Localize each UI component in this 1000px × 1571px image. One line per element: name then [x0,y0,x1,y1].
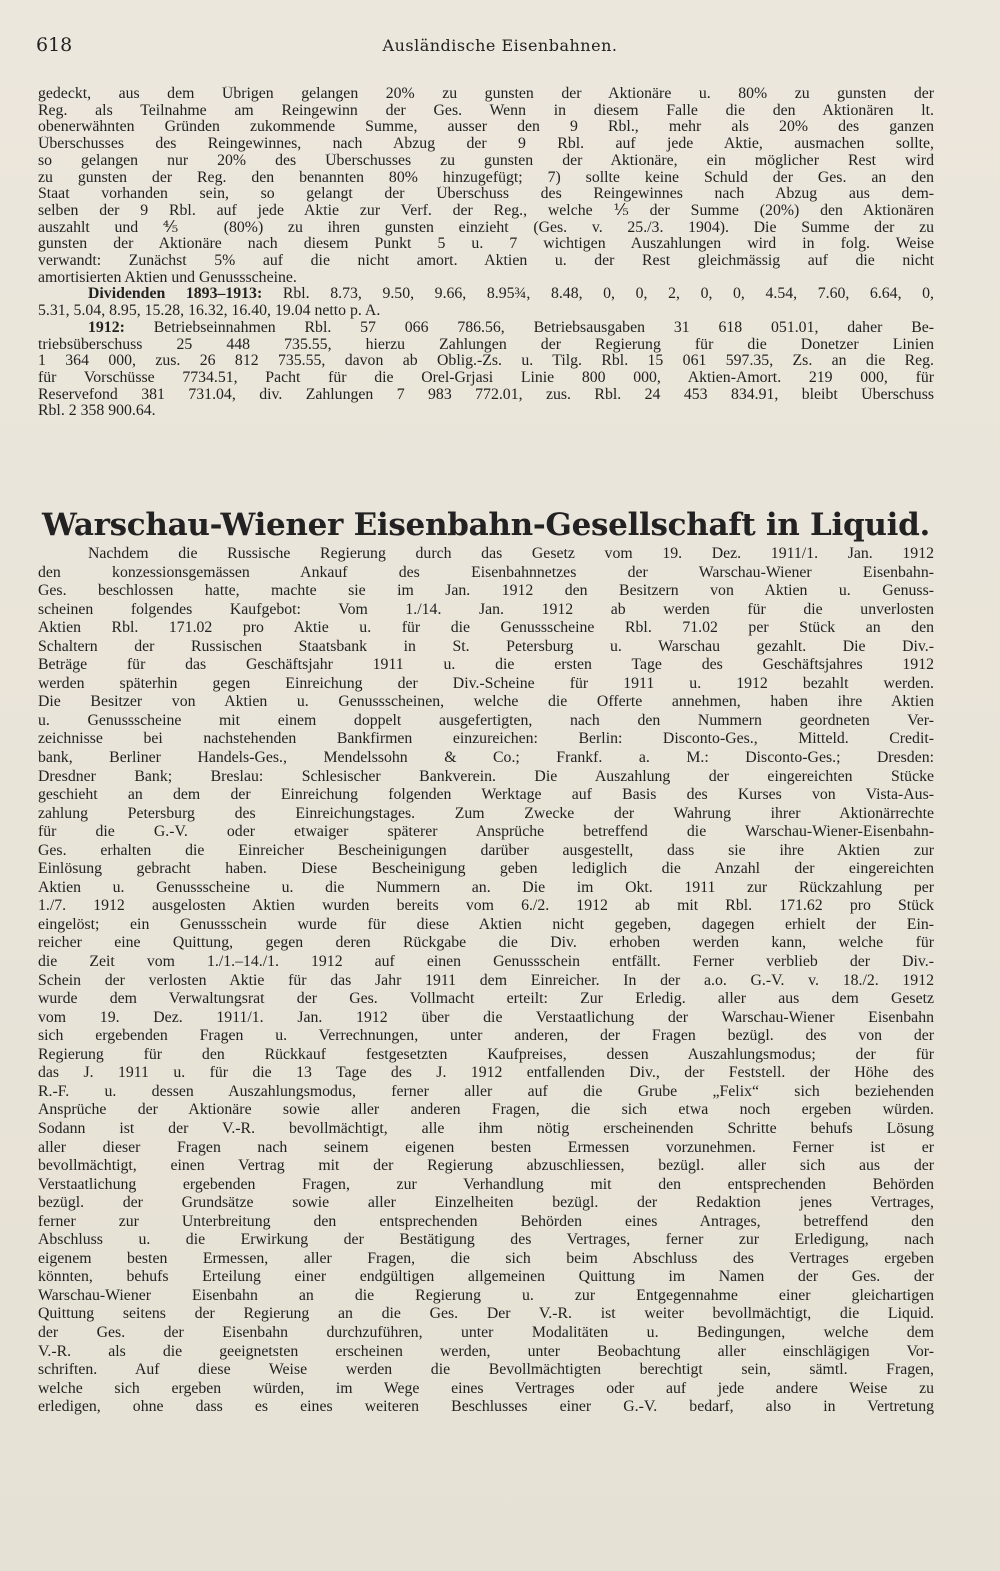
text-line: den konzessionsgemässen Ankauf des Eisenbahnnetzes der Warschau-Wiener Eisenbahn- [38,563,934,581]
year-1912-label: 1912: [88,319,125,336]
text-line: welche sich ergeben würden, im Wege eines Vertrages oder auf jede andere Weise zu [38,1379,934,1397]
dividends-values: Rbl. 8.73, 9.50, 9.66, 8.95¾, 8.48, 0, 0, 2, 0, 0, 4.54, 7.60, 6.64, 0, [282,286,934,303]
text-line: bank, Berliner Handels-Ges., Mendelssohn & Co.; Frankf. a. M.: Disconto-Ges.; Dresden: [38,749,934,767]
page-number: 618 [36,34,73,56]
text-line: R.-F. u. dessen Auszahlungsmodus, ferner aller auf die Grube „Felix“ sich beziehenden [38,1082,934,1100]
text-line: wurde dem Verwaltungsrat der Ges. Vollmacht erteilt: Zur Erledig. aller aus dem Gesetz [38,990,934,1008]
text-line: Schaltern der Russischen Staatsbank in St. Petersburg u. Warschau gezahlt. Die Div.- [38,637,934,655]
text-line: zeichnisse bei nachstehenden Bankfirmen einzureichen: Berlin: Disconto-Ges., Mitteld. Credit- [38,730,934,748]
text-line: bevollmächtigt, einen Vertrag mit der Regierung abzuschliessen, bezügl. aller sich aus der [38,1157,934,1175]
year-1912-text: Betriebseinnahmen Rbl. 57 066 786.56, Betriebsausgaben 31 618 051.01, daher Be- [153,319,934,336]
text-line: für Vorschüsse 7734.51, Pacht für die Orel-Grjasi Linie 800 000, Aktien-Amort. 219 000, für [38,369,934,386]
text-line: u. Genussscheine mit einem doppelt ausgefertigten, nach den Nummern geordneten Ver- [38,711,934,729]
text-line: zu gunsten der Reg. den benannten 80% hinzugefügt; 7) sollte keine Schuld der Ges. an den [38,169,934,186]
text-line: Einlösung gebracht haben. Diese Bescheinigung geben lediglich die Anzahl der eingereichten [38,860,934,878]
text-line: Verstaatlichung ergebenden Fragen, zur Verhandlung mit den entsprechenden Behörden [38,1175,934,1193]
text-line: so gelangen nur 20% des Überschusses zu gunsten der Aktionäre, ein möglicher Rest wird [38,152,934,169]
dividends-line [38,286,934,303]
running-head [36,34,964,58]
text-line: reicher eine Quittung, gegen deren Rückgabe die Div. erhoben werden kann, welche für [38,934,934,952]
text-line: Reg. als Teilnahme am Reingewinn der Ges. Wenn in diesem Falle die den Aktionären lt. [38,102,934,119]
text-line: Staat vorhanden sein, so gelangt der Überschuss des Reingewinnes nach Abzug aus dem- [38,186,934,203]
text-line: verwandt: Zunächst 5% auf die nicht amort. Aktien u. der Rest gleichmässig auf die nicht [38,253,934,270]
text-line: Ges. erhalten die Einreicher Bescheinigungen darüber ausgestellt, dass sie ihre Aktien zur [38,841,934,859]
text-line: das J. 1911 u. für die 13 Tage des J. 1912 entfallenden Div., der Feststell. der Höhe des [38,1064,934,1082]
text-line: aller dieser Fragen nach seinem eigenen besten Ermessen vorzunehmen. Ferner ist er [38,1138,934,1156]
text-line: V.-R. als die geeignetsten erscheinen werden, unter Beobachtung aller einschlägigen Vor- [38,1342,934,1360]
section-1-text [38,86,934,420]
section-2-text [38,545,934,1417]
text-line: Beträge für das Geschäftsjahr 1911 u. die ersten Tage des Geschäftsjahres 1912 [38,656,934,674]
dividends-label: Dividenden 1893–1913: [88,286,263,303]
text-line: schriften. Auf diese Weise werden die Bevollmächtigten berechtigt sein, sämtl. Fragen, [38,1361,934,1379]
text-line: Ges. beschlossen hatte, machte sie im Jan. 1912 den Besitzern von Aktien u. Genuss- [38,582,934,600]
text-line: Regierung für den Rückkauf festgesetzten Kaufpreises, dessen Auszahlungsmodus; der für [38,1045,934,1063]
text-line: könnten, behufs Erteilung einer endgültigen allgemeinen Quittung im Namen der Ges. der [38,1268,934,1286]
text-line: gedeckt, aus dem Übrigen gelangen 20% zu gunsten der Aktionäre u. 80% zu gunsten der [38,86,934,102]
text-line: Sodann ist der V.-R. bevollmächtigt, alle ihm nötig erscheinenden Schritte behufs Lösung [38,1119,934,1137]
year-1912-line [38,320,934,337]
text-line: auszahlt und ⅘ (80%) zu ihren gunsten einzieht (Ges. v. 25./3. 1904). Die Summe der zu [38,219,934,236]
text-line: bezügl. der Grundsätze sowie aller Einzelheiten bezügl. der Redaktion jenes Vertrages, [38,1194,934,1212]
dividends-line: 5.31, 5.04, 8.95, 15.28, 16.32, 16.40, 19.04 netto p. A. [38,303,381,320]
text-line: 1 364 000, zus. 26 812 735.55, davon ab Oblig.-Zs. u. Tilg. Rbl. 15 061 597.35, Zs. an die Reg. [38,353,934,370]
text-line: obenerwähnten Gründen zukommende Summe, ausser den 9 Rbl., mehr als 20% des ganzen [38,119,934,136]
text-line: scheinen folgendes Kaufgebot: Vom 1./14. Jan. 1912 ab werden für die unverlosten [38,600,934,618]
text-line: für die G.-V. oder etwaiger späterer Ansprüche betreffend die Warschau-Wiener-Eisenbahn- [38,823,934,841]
text-line: amortisierten Aktien und Genussscheine. [38,269,297,286]
text-line: zahlung Petersburg des Einreichungstages. Zum Zwecke der Wahrung ihrer Aktionärrechte [38,804,934,822]
section-heading: Warschau-Wiener Eisenbahn-Gesellschaft in Liquid. [42,507,930,543]
text-line: vom 19. Dez. 1911/1. Jan. 1912 über die Verstaatlichung der Warschau-Wiener Eisenbahn [38,1008,934,1026]
text-line: gunsten der Aktionäre nach diesem Punkt 5 u. 7 wichtigen Auszahlungen wird in folg. Weise [38,236,934,253]
text-line: ferner zur Unterbreitung den entsprechenden Behörden eines Antrages, betreffend den [38,1212,934,1230]
text-line: Aktien Rbl. 171.02 pro Aktie u. für die Genussscheine Rbl. 71.02 per Stück an den [38,619,934,637]
text-line: erledigen, ohne dass es eines weiteren Beschlusses einer G.-V. bedarf, also in Vertretung [38,1398,934,1416]
text-line: die Zeit vom 1./1.–14./1. 1912 auf einen Genussschein entfällt. Ferner verblieb der Div.- [38,953,934,971]
running-title: Ausländische Eisenbahnen. [382,36,618,55]
text-line: Nachdem die Russische Regierung durch das Gesetz vom 19. Dez. 1911/1. Jan. 1912 [88,545,934,562]
text-line: triebsüberschuss 25 448 735.55, hierzu Zahlungen der Regierung für die Donetzer Linien [38,336,934,353]
text-line: Abschluss u. die Erwirkung der Bestätigung des Vertrages, ferner zur Erledigung, nach [38,1231,934,1249]
text-line: selben der 9 Rbl. auf jede Aktie zur Verf. der Reg., welche ⅕ der Summe (20%) den Aktionären [38,202,934,219]
text-line: Aktien u. Genussscheine u. die Nummern an. Die im Okt. 1911 zur Rückzahlung per [38,878,934,896]
text-line: der Ges. der Eisenbahn durchzuführen, unter Modalitäten u. Bedingungen, welche dem [38,1323,934,1341]
text-line: Quittung seitens der Regierung an die Ges. Der V.-R. ist weiter bevollmächtigt, die Liquid. [38,1305,934,1323]
text-line: Ansprüche der Aktionäre sowie aller anderen Fragen, die sich etwa noch ergeben würden. [38,1101,934,1119]
text-line: Rbl. 2 358 900.64. [38,403,156,420]
text-line: Warschau-Wiener Eisenbahn an die Regierung u. zur Entgegennahme einer gleichartigen [38,1286,934,1304]
text-line: Reservefond 381 731.04, div. Zahlungen 7 983 772.01, zus. Rbl. 24 453 834.91, bleibt Überschuss [38,386,934,403]
text-line: eigenem besten Ermessen, aller Fragen, die sich beim Abschluss des Vertrages ergeben [38,1249,934,1267]
text-line: Dresdner Bank; Breslau: Schlesischer Bankverein. Die Auszahlung der eingereichten Stücke [38,767,934,785]
text-line: Schein der verlosten Aktie für das Jahr 1911 dem Einreicher. In der a.o. G.-V. v. 18./2. 1912 [38,971,934,989]
text-line: eingelöst; ein Genussschein wurde für diese Aktien nicht gegeben, dagegen erhielt der Ein- [38,915,934,933]
text-line: Überschusses des Reingewinnes, nach Abzug der 9 Rbl. auf jede Aktie, ausmachen sollte, [38,136,934,153]
text-line: werden späterhin gegen Einreichung der Div.-Scheine für 1911 u. 1912 bezahlt werden. [38,674,934,692]
text-line: Die Besitzer von Aktien u. Genussscheinen, welche die Offerte annehmen, haben ihre Aktien [38,693,934,711]
text-line: sich ergebenden Fragen u. Verrechnungen, unter anderen, der Fragen bezügl. des von der [38,1027,934,1045]
text-line: geschieht an dem der Einreichung folgenden Werktage auf Basis des Kurses von Vista-Aus- [38,786,934,804]
text-line: 1./7. 1912 ausgelosten Aktien wurden bereits vom 6./2. 1912 ab mit Rbl. 171.62 pro Stück [38,897,934,915]
